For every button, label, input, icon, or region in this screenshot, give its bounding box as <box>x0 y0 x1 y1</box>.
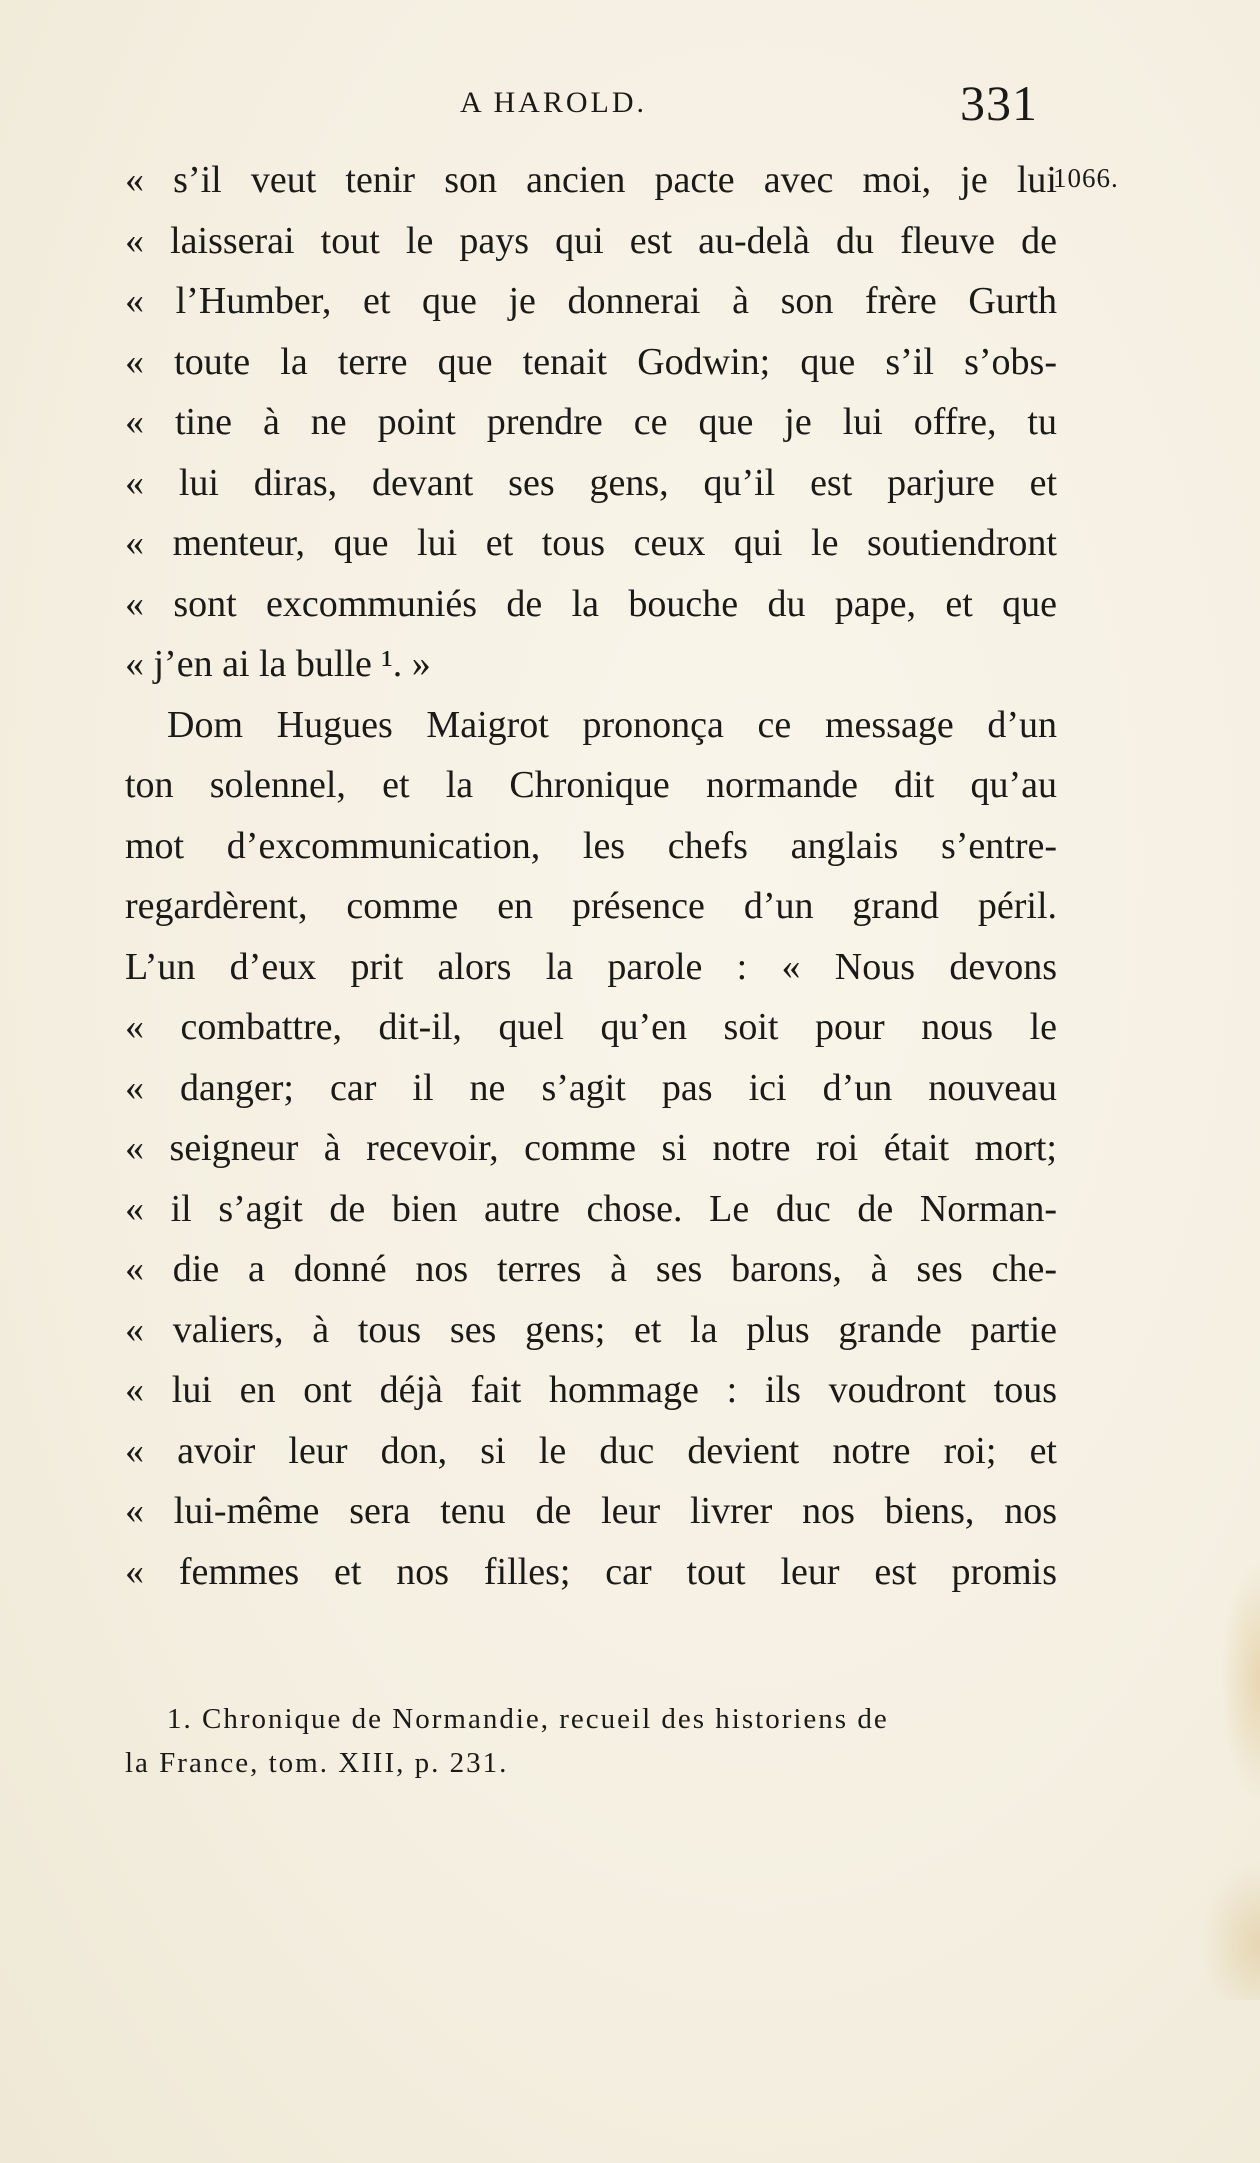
body-line: « combattre, dit-il, quel qu’en soit pour nous le <box>125 1006 1057 1048</box>
body-line: « femmes et nos filles; car tout leur est promis <box>125 1550 1057 1593</box>
body-line: « seigneur à recevoir, comme si notre roi était mort; <box>125 1127 1057 1169</box>
body-line: « il s’agit de bien autre chose. Le duc de Norman- <box>125 1187 1057 1230</box>
paper-stain <box>1220 1560 1260 1800</box>
body-line: ton solennel, et la Chronique normande dit qu’au <box>125 764 1057 806</box>
body-line: « die a donné nos terres à ses barons, à ses che- <box>125 1248 1057 1290</box>
body-line: « danger; car il ne s’agit pas ici d’un nouveau <box>125 1066 1057 1109</box>
body-line: « toute la terre que tenait Godwin; que s’il s’obs- <box>125 340 1057 383</box>
body-line: « lui en ont déjà fait hommage : ils voudront tous <box>125 1369 1057 1411</box>
body-line: « s’il veut tenir son ancien pacte avec moi, je lui <box>125 159 1057 201</box>
body-line-paragraph-start: Dom Hugues Maigrot prononça ce message d’un <box>167 703 1057 746</box>
footnote-line: 1. Chronique de Normandie, recueil des historiens de <box>167 1703 889 1735</box>
body-line: « tine à ne point prendre ce que je lui offre, tu <box>125 401 1057 443</box>
margin-year-note: 1066. <box>1053 163 1119 193</box>
body-line: regardèrent, comme en présence d’un grand péril. <box>125 885 1057 927</box>
body-line: « lui diras, devant ses gens, qu’il est parjure et <box>125 461 1057 504</box>
body-line: « l’Humber, et que je donnerai à son frère Gurth <box>125 280 1057 322</box>
footnote-line: la France, tom. XIII, p. 231. <box>125 1747 509 1779</box>
body-line: « lui-même sera tenu de leur livrer nos biens, nos <box>125 1490 1057 1532</box>
body-line: « laisserai tout le pays qui est au-delà du fleuve de <box>125 219 1057 262</box>
paper-stain <box>1200 1860 1260 2000</box>
body-line: « valiers, à tous ses gens; et la plus grande partie <box>125 1308 1057 1351</box>
footnotes <box>125 1697 1045 1785</box>
body-line: L’un d’eux prit alors la parole : « Nous devons <box>125 945 1057 988</box>
body-line: « avoir leur don, si le duc devient notre roi; et <box>125 1429 1057 1472</box>
body-line: « j’en ai la bulle ¹. » <box>125 643 431 685</box>
page-number: 331 <box>960 75 1038 131</box>
body-line: « sont excommuniés de la bouche du pape, et que <box>125 582 1057 625</box>
body-line: « menteur, que lui et tous ceux qui le soutiendront <box>125 522 1057 564</box>
running-head: A HAROLD. <box>460 86 648 119</box>
body-text <box>125 150 1057 1602</box>
body-line: mot d’excommunication, les chefs anglais s’entre- <box>125 824 1057 867</box>
